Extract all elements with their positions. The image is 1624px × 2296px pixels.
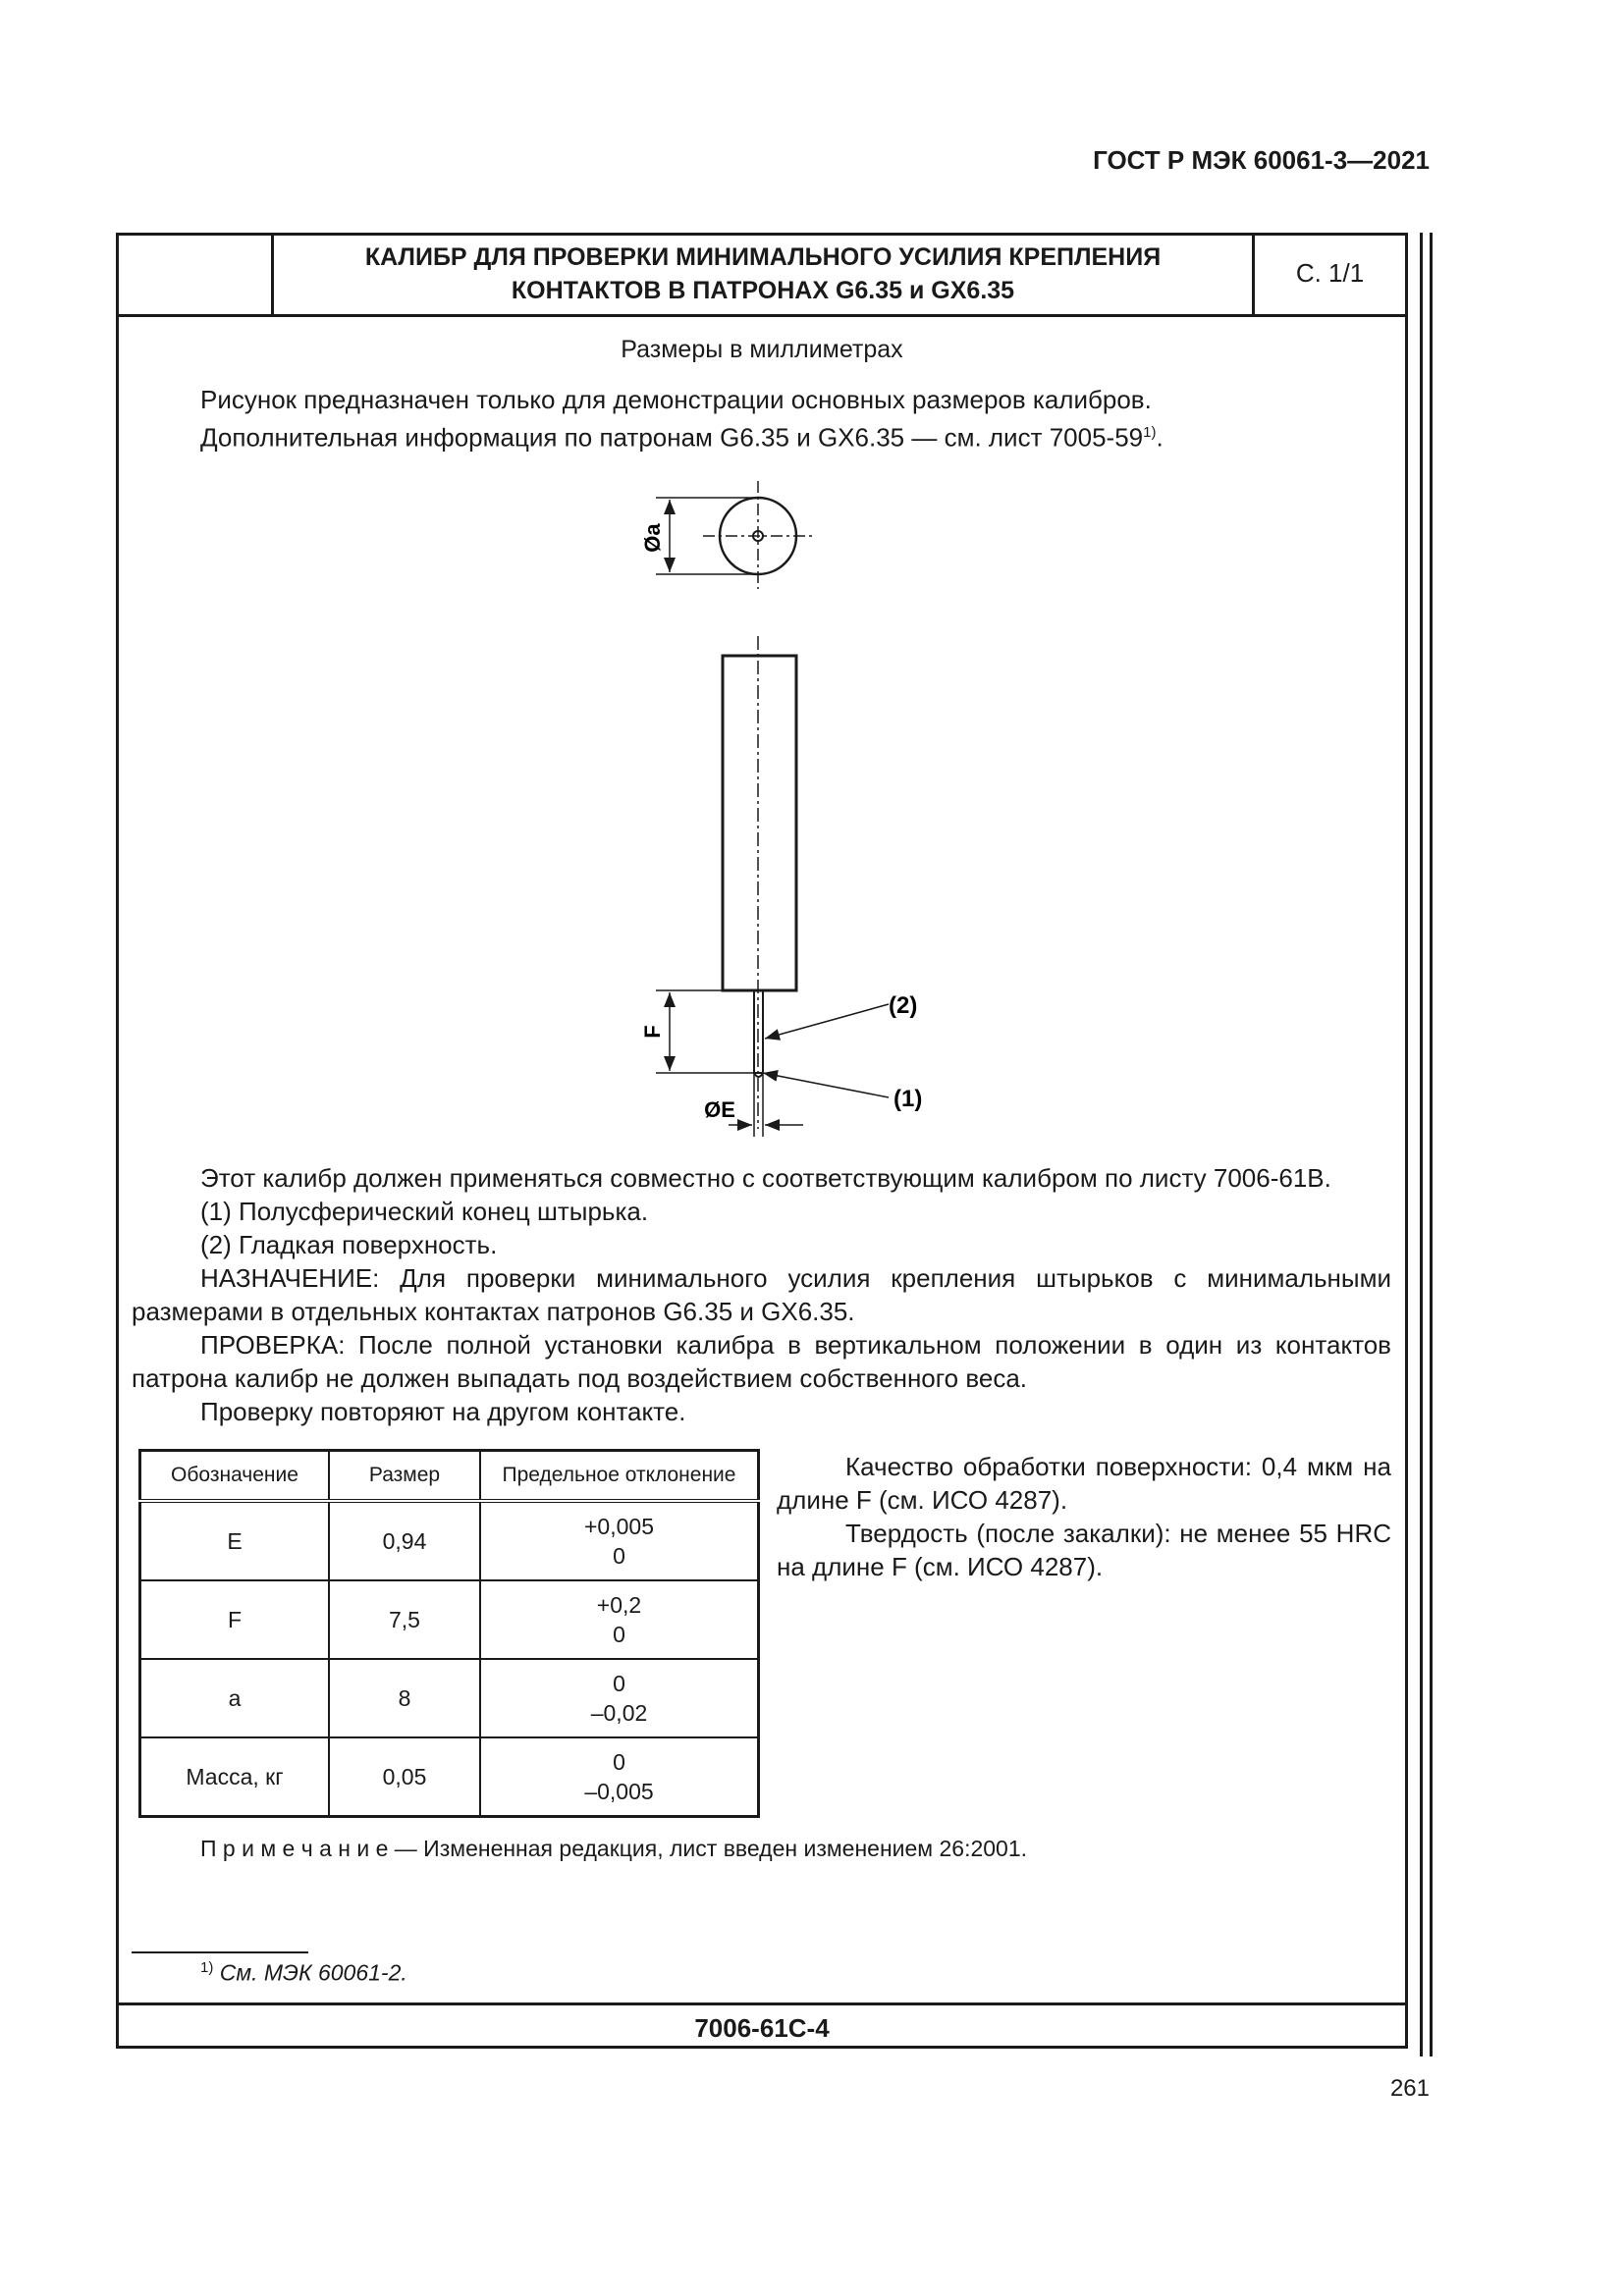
units-note: Размеры в миллиметрах <box>621 336 903 363</box>
note-label: П р и м е ч а н и е <box>200 1836 389 1861</box>
deviation-upper: 0 <box>613 1749 625 1775</box>
callout-1: (1) <box>893 1086 923 1112</box>
table-cell: F <box>140 1580 330 1659</box>
table-row <box>140 1737 759 1817</box>
gauge-drawing <box>589 471 982 1148</box>
deviation-upper: +0,2 <box>596 1592 642 1618</box>
callout-2: (2) <box>889 992 918 1019</box>
standard-code: ГОСТ Р МЭК 60061-3—2021 <box>1093 145 1430 175</box>
table-cell <box>480 1501 759 1580</box>
sheet-number: 7006-61С-4 <box>694 2013 830 2043</box>
table-row <box>140 1501 759 1580</box>
label-a: Øa <box>640 523 665 553</box>
table-cell: Масса, кг <box>140 1737 330 1817</box>
deviation-upper: +0,005 <box>584 1514 654 1539</box>
intro-text <box>200 383 1164 454</box>
side-text <box>777 1450 1391 1583</box>
label-f: F <box>640 1025 665 1039</box>
table-cell: 0,94 <box>329 1501 480 1580</box>
table-header: Размер <box>329 1451 480 1502</box>
footer-divider <box>116 2002 1408 2005</box>
table-cell: 0,05 <box>329 1737 480 1817</box>
table-cell <box>480 1737 759 1817</box>
sheet-title-line: КАЛИБР ДЛЯ ПРОВЕРКИ МИНИМАЛЬНОГО УСИЛИЯ КРЕПЛЕНИЯ <box>364 243 1162 271</box>
table-header: Обозначение <box>140 1451 330 1502</box>
footnote-ref: 1) <box>1143 424 1157 441</box>
footnote-rule <box>132 1951 308 1953</box>
frame-edge-line <box>1430 233 1433 2056</box>
sheet-header <box>116 233 1408 317</box>
note-text: — Измененная редакция, лист введен изменением 26:2001. <box>388 1836 1028 1861</box>
body-paragraph: (2) Гладкая поверхность. <box>200 1230 498 1259</box>
sheet-title-line: КОНТАКТОВ В ПАТРОНАХ G6.35 и GX6.35 <box>511 277 1015 304</box>
side-paragraph: Качество обработки поверхности: 0,4 мкм на длине F (см. ИСО 4287). <box>777 1452 1391 1515</box>
deviation-lower: –0,005 <box>584 1779 654 1804</box>
leader-line-1 <box>763 1073 889 1097</box>
footnote <box>200 1959 407 1987</box>
deviation-lower: 0 <box>613 1622 625 1647</box>
body-paragraph: Проверку повторяют на другом контакте. <box>200 1397 686 1426</box>
body-paragraph: ПРОВЕРКА: После полной установки калибра в вертикальном положении в один из контактов патрона калибр не должен выпадать под воздействием собственного веса. <box>132 1330 1391 1393</box>
body-paragraph: НАЗНАЧЕНИЕ: Для проверки минимального усилия крепления штырьков с минимальными размерами в отдельных контактах патронов G6.35 и GX6.35. <box>132 1263 1391 1326</box>
note <box>200 1836 1027 1862</box>
body-paragraph: Этот калибр должен применяться совместно с соответствующим калибром по листу 7006-61В. <box>200 1163 1331 1193</box>
table-cell: 8 <box>329 1659 480 1737</box>
intro-line <box>200 416 1164 454</box>
intro-line-text: Дополнительная информация по патронам G6.35 и GX6.35 — см. лист 7005-59 <box>200 422 1144 453</box>
body-paragraph: (1) Полусферический конец штырька. <box>200 1197 649 1226</box>
table-cell: E <box>140 1501 330 1580</box>
sheet-page-indicator: С. 1/1 <box>1295 258 1365 288</box>
side-view <box>640 636 922 1137</box>
table-cell <box>480 1659 759 1737</box>
footnote-mark: 1) <box>200 1959 214 1976</box>
deviation-lower: 0 <box>613 1543 625 1569</box>
sheet-title <box>271 233 1255 314</box>
gauge-body <box>723 656 796 990</box>
table-header: Предельное отклонение <box>480 1451 759 1502</box>
footnote-text: См. МЭК 60061-2. <box>213 1959 407 1986</box>
leader-line-2 <box>765 1004 889 1039</box>
page-number: 261 <box>1389 2075 1430 2102</box>
body-text <box>132 1161 1391 1428</box>
frame-edge-line <box>1420 233 1423 2056</box>
table-cell: 7,5 <box>329 1580 480 1659</box>
table-cell <box>480 1580 759 1659</box>
deviation-upper: 0 <box>613 1671 625 1696</box>
deviation-lower: –0,02 <box>590 1700 648 1726</box>
intro-line-end: . <box>1156 422 1164 453</box>
dimensions-table <box>138 1449 760 1818</box>
table-header-row <box>140 1451 759 1502</box>
label-e: ØE <box>704 1097 735 1122</box>
table-row <box>140 1580 759 1659</box>
top-view <box>640 481 815 589</box>
table-cell: a <box>140 1659 330 1737</box>
table-row <box>140 1659 759 1737</box>
intro-line: Рисунок предназначен только для демонстрации основных размеров калибров. <box>200 385 1152 414</box>
side-paragraph: Твердость (после закалки): не менее 55 HRC на длине F (см. ИСО 4287). <box>777 1519 1391 1581</box>
